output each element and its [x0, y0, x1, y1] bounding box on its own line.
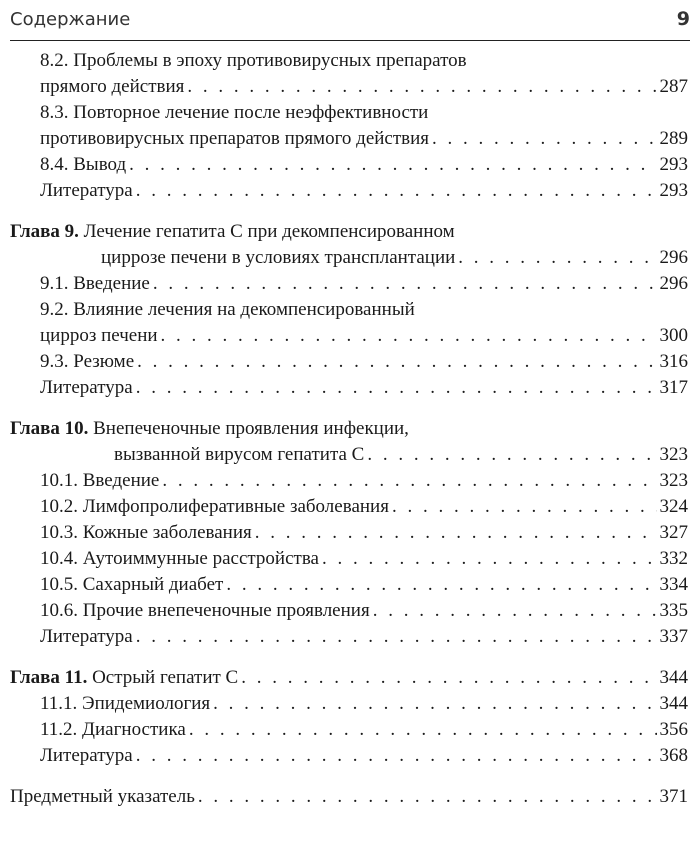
leader-dots: [189, 717, 657, 743]
toc-entry-10-6[interactable]: 10.6. Прочие внепеченочные проявления . . . 335: [10, 598, 688, 624]
page-ref: 316: [659, 351, 688, 372]
toc-entry-11-lit[interactable]: Литература . . . 368: [10, 743, 688, 769]
page-ref: 371: [659, 786, 688, 807]
toc-entry-10-4[interactable]: 10.4. Аутоиммунные расстройства . . . 332: [10, 546, 688, 572]
page-ref: 317: [659, 377, 688, 398]
toc-entry-9-2-cont[interactable]: цирроз печени . . . 300: [10, 323, 688, 349]
table-of-contents: [10, 48, 688, 810]
toc-entry-10-1[interactable]: 10.1. Введение . . . 323: [10, 468, 688, 494]
toc-entry-9-3[interactable]: 9.3. Резюме . . . 316: [10, 349, 688, 375]
toc-chapter-9-cont[interactable]: циррозе печени в условиях трансплантации . . . 296: [10, 245, 688, 271]
leader-dots: [432, 126, 656, 152]
toc-entry-8-2[interactable]: 8.2. Проблемы в эпоху противовирусных препаратов: [40, 50, 467, 71]
page-ref: 296: [659, 273, 688, 294]
toc-entry-8-lit[interactable]: Литература . . . 293: [10, 178, 688, 204]
page-ref: 337: [659, 626, 688, 647]
toc-entry-10-lit[interactable]: Литература . . . 337: [10, 624, 688, 650]
toc-entry-9-1[interactable]: 9.1. Введение . . . 296: [10, 271, 688, 297]
header-rule: [10, 40, 690, 41]
page-ref: 344: [659, 667, 688, 688]
leader-dots: [241, 665, 656, 691]
toc-entry-11-1[interactable]: 11.1. Эпидемиология . . . 344: [10, 691, 688, 717]
toc-chapter-10-cont[interactable]: вызванной вирусом гепатита С . . . 323: [10, 442, 688, 468]
page-ref: 289: [659, 128, 688, 149]
page-ref: 332: [659, 548, 688, 569]
page-ref: 323: [659, 444, 688, 465]
toc-entry-10-5[interactable]: 10.5. Сахарный диабет . . . 334: [10, 572, 688, 598]
chapter-label: Глава 9.: [10, 221, 79, 242]
page-ref: 327: [659, 522, 688, 543]
toc-chapter-9[interactable]: Глава 9. Лечение гепатита С при декомпенсированном: [10, 221, 455, 242]
page-ref: 368: [659, 745, 688, 766]
page-ref: 344: [659, 693, 688, 714]
page-ref: 296: [659, 247, 688, 268]
page-ref: 356: [659, 719, 688, 740]
page-ref: 335: [659, 600, 688, 621]
leader-dots: [226, 572, 656, 598]
leader-dots: [213, 691, 656, 717]
leader-dots: [162, 468, 656, 494]
leader-dots: [458, 245, 656, 271]
toc-chapter-10[interactable]: Глава 10. Внепеченочные проявления инфекции,: [10, 418, 409, 439]
toc-subject-index[interactable]: Предметный указатель . . . 371: [10, 784, 688, 810]
leader-dots: [136, 624, 657, 650]
leader-dots: [161, 323, 657, 349]
toc-entry-8-3-cont[interactable]: противовирусных препаратов прямого действия . . . 289: [10, 126, 688, 152]
leader-dots: [153, 271, 657, 297]
chapter-label: Глава 10.: [10, 418, 89, 439]
toc-entry-8-2-cont[interactable]: прямого действия . . . 287: [10, 74, 688, 100]
page-header: [10, 4, 690, 34]
page-ref: 287: [659, 76, 688, 97]
running-title: Содержание: [10, 8, 131, 30]
leader-dots: [198, 784, 657, 810]
page-ref: 293: [659, 154, 688, 175]
toc-entry-11-2[interactable]: 11.2. Диагностика . . . 356: [10, 717, 688, 743]
page-ref: 334: [659, 574, 688, 595]
leader-dots: [136, 375, 657, 401]
leader-dots: [322, 546, 657, 572]
page-ref: 323: [659, 470, 688, 491]
page-ref: 324: [659, 496, 688, 517]
toc-entry-9-lit[interactable]: Литература . . . 317: [10, 375, 688, 401]
leader-dots: [255, 520, 657, 546]
toc-entry-9-2[interactable]: 9.2. Влияние лечения на декомпенсированный: [40, 299, 415, 320]
toc-entry-8-4[interactable]: 8.4. Вывод . . . 293: [10, 152, 688, 178]
chapter-label: Глава 11.: [10, 667, 88, 688]
leader-dots: [136, 743, 657, 769]
page-number: 9: [676, 8, 690, 30]
page-ref: 300: [659, 325, 688, 346]
leader-dots: [136, 178, 657, 204]
leader-dots: [187, 74, 656, 100]
leader-dots: [373, 598, 657, 624]
toc-entry-10-3[interactable]: 10.3. Кожные заболевания . . . 327: [10, 520, 688, 546]
page-ref: 293: [659, 180, 688, 201]
leader-dots: [129, 152, 656, 178]
toc-entry-10-2[interactable]: 10.2. Лимфопролиферативные заболевания . . . 324: [10, 494, 688, 520]
leader-dots: [392, 494, 657, 520]
toc-chapter-11[interactable]: Глава 11. Острый гепатит С . . . 344: [10, 665, 688, 691]
leader-dots: [137, 349, 656, 375]
toc-entry-8-3[interactable]: 8.3. Повторное лечение после неэффективности: [40, 102, 429, 123]
leader-dots: [367, 442, 656, 468]
